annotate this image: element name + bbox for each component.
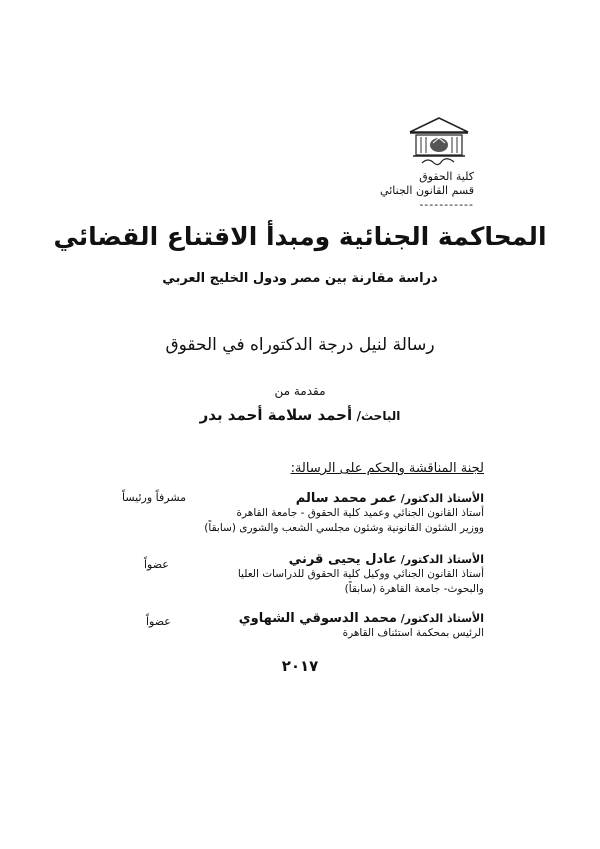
committee-heading: لجنة المناقشة والحكم على الرسالة: [290, 461, 484, 476]
faculty-name: كلية الحقوق [419, 170, 474, 183]
year: ٢٠١٧ [281, 657, 319, 675]
member-role: مشرفاً ورئيساً [122, 491, 187, 504]
member-position: أستاذ القانون الجنائي ووكيل كلية الحقوق للدراسات العليا [237, 568, 484, 580]
committee-member [114, 552, 484, 597]
researcher [0, 406, 600, 424]
member-title: الأستاذ الدكتور/ [400, 553, 484, 566]
university-logo-icon [404, 116, 474, 168]
degree-statement: رسالة لنيل درجة الدكتوراه في الحقوق [165, 335, 435, 355]
member-role: عضواً [146, 615, 171, 628]
researcher-label: الباحث/ [356, 409, 401, 423]
thesis-subtitle: دراسة مقارنة بين مصر ودول الخليج العربي [162, 271, 438, 286]
member-name: عادل يحيى قرني [288, 552, 397, 567]
member-name: محمد الدسوقي الشهاوي [238, 611, 397, 626]
thesis-title: المحاكمة الجنائية ومبدأ الاقتناع القضائي [53, 222, 547, 251]
member-name: عمر محمد سالم [295, 491, 397, 506]
member-title: الأستاذ الدكتور/ [400, 612, 484, 625]
member-role: عضواً [144, 558, 169, 571]
faculty-info [380, 170, 474, 198]
member-position: والبحوث- جامعة القاهرة (سابقاً) [344, 583, 484, 595]
department-name: قسم القانون الجنائي [380, 184, 474, 197]
presented-by: مقدمة من [274, 384, 326, 398]
member-name-line [114, 552, 484, 567]
member-position: ووزير الشئون القانونية وشئون مجلسي الشعب والشورى (سابقاً) [204, 522, 484, 534]
separator-dashes: ----------- [419, 198, 474, 211]
researcher-name: أحمد سلامة أحمد بدر [199, 406, 353, 424]
member-position: الرئيس بمحكمة استئناف القاهرة [342, 627, 484, 639]
member-position: أستاذ القانون الجنائي وعميد كلية الحقوق - جامعة القاهرة [236, 507, 484, 519]
member-title: الأستاذ الدكتور/ [400, 492, 484, 505]
